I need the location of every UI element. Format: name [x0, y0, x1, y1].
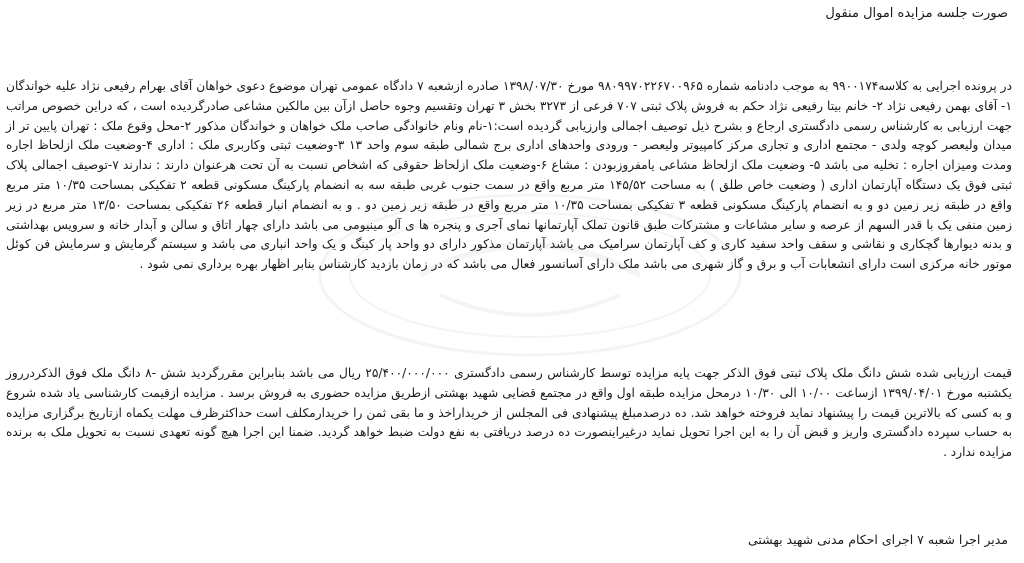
body-paragraph-auction-terms: قیمت ارزیابی شده شش دانگ ملک پلاک ثبتی فوق الذکر جهت پایه مزایده توسط کارشناس رسمی دادگستری ۲۵/۴۰۰/۰۰۰/۰۰۰ ریال می باشد بنابراین مقررگردید شش -۸ دانگ ملک فوق الذکردرروز یکشنبه مورخ ۱۳۹۹/۰۴/۰۱ ازساعت ۱۰/۰۰ الی ۱۰/۳۰ درمحل مزایده طبقه اول واقع در مجتمع قضایی شهید بهشتی ازطریق مزایده حضوری به فروش برسد . مزایده ازقیمت کارشناسی یاد شده شروع و به کسی که بالاترین قیمت را پیشنهاد نماید فروخته خواهد شد. ده درصدمبلغ پیشنهادی فی المجلس از خریداراخذ و ما بقی ثمن را خریدارمکلف است حداکثرظرف مهلت یکماه ازتاریخ برگزاری مزایده به حساب سپرده دادگستری واریز و قبض آن را به این اجرا تحویل نماید درغیراینصورت ده درصد دریافتی به نفع دولت ضبط خواهد گردید. ضمنا این اجرا هیچ گونه تعهدی نسبت به تحویل ملک به برنده مزایده ندارد . — [6, 366, 1012, 460]
body-paragraph-case-details: در پرونده اجرایی به کلاسه۹۹۰۰۱۷۴ به موجب دادنامه شماره ۹۸۰۹۹۷۰۲۲۶۷۰۰۹۶۵ مورخ ۱۳۹۸/۰۷/۳۰ صادره ازشعبه ۷ دادگاه عمومی تهران موضوع دعوی خواهان آقای بهرام رفیعی نژاد علیه خواندگان ۱- آقای بهمن رفیعی نژاد ۲- خانم بیتا رفیعی نژاد حکم به فروش پلاک ثبتی ۷۰۷ فرعی از ۳۲۷۳ بخش ۳ تهران وتقسیم وجوه حاصل ازآن بین مالکین مشاعی صادرگردیده است ، که دراین خصوص مراتب جهت ارزیابی به کارشناس رسمی دادگستری ارجاع و بشرح ذیل توصیف اجمالی وارزیابی گردیده است:۱-نام ونام خانوادگی صاحب ملک خواهان و خواندگان مذکور ۲-محل وقوع ملک : تهران پایین تر از میدان ولیعصر کوچه ولدی - مجتمع اداری و تجاری مرکز کامپیوتر ولیعصر - ورودی واحدهای اداری برج شمالی طبقه سوم واحد ۱۳ ۳-وضعیت ثبتی وکاربری ملک : اداری ۴-وضعیت ملک ازلحاظ اجاره ومدت ومیزان اجاره : تخلیه می باشد ۵- وضعیت ملک ازلحاظ مشاعی یامفروزبودن : مشاع ۶-وضعیت ملک ازلحاظ حقوقی که اشخاص نسبت به آن تحت هرعنوان دارند : ندارند ۷-توصیف اجمالی پلاک ثبتی فوق یک دستگاه آپارتمان اداری ( وضعیت خاص طلق ) به مساحت ۱۴۵/۵۲ متر مربع واقع در سمت جنوب غربی طبقه سه به انضمام پارکینگ مسکونی قطعه ۲ تفکیکی بمساحت ۱۰/۳۵ متر مربع واقع در طبقه زیر زمین دو و به انضمام پارکینگ مسکونی قطعه ۳ تفکیکی بمساحت ۱۰/۳۵ متر مربع واقع در طبقه زیر زمین دو . و به انضمام انبار قطعه ۲۶ تفکیکی بمساحت ۱۳/۵۰ متر مربع در زیر زمین منفی یک با قدر السهم از عرصه و سایر مشاعات و مشترکات طبق قانون تملک آپارتمانها نمای آجری و پنجره ها ی آلو مینیومی می باشد دارای چهار اتاق و سالن و آبدار خانه و سرویس بهداشتی و بدنه دیوارها گچکاری و نقاشی و سقف واحد سفید کاری و کف آپارتمان سرامیک می باشد آپارتمان مذکور دارای دو واحد پار کینگ و یک واحد انباری می باشد و سیستم گرمایش و سرمایش فن کوئل موتور خانه مرکزی است دارای انشعابات آب و برق و گاز شهری می باشد ملک دارای آسانسور فعال می باشد که در زمان بازدید کارشناس بنابر اظهار بهره برداری نمی شود . — [6, 79, 1013, 272]
signature-line: مدیر اجرا شعبه ۷ اجرای احکام مدنی شهید بهشتی — [747, 532, 1008, 547]
document-title: صورت جلسه مزایده اموال منقول — [825, 6, 1008, 21]
